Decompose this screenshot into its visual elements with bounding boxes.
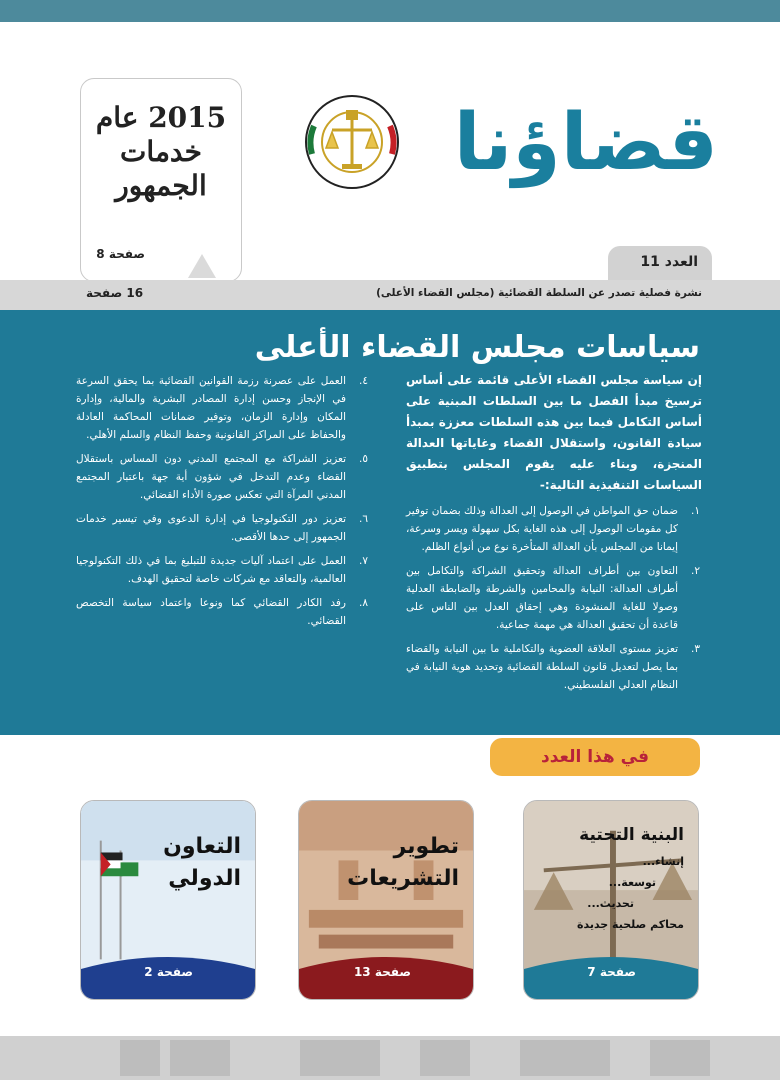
in-this-issue-heading: في هذا العدد <box>490 738 700 776</box>
policy-item: ٨. رفد الكادر القضائي كما ونوعا واعتماد سياسة التخصص القضائي. <box>76 597 368 627</box>
lead-article <box>0 310 780 735</box>
bottom-decor-strip <box>0 1036 780 1080</box>
feature-page-ref: صفحة 8 <box>96 247 145 261</box>
article-intro: إن سياسة مجلس القضاء الأعلى قائمة على أساس ترسيخ مبدأ الفصل ما بين السلطات المبنية على أساس التكامل فيما بين هذه السلطات معززة بمبدأ سيادة القانون، واستقلال القضاء وغاياتها العدالة المنجزة، وبناء عليه يقوم المجلس بتطبيق السياسات التنفيذية التالية:- <box>406 373 702 492</box>
tile-infrastructure[interactable] <box>523 800 699 1000</box>
page-count: 16 صفحة <box>86 286 144 300</box>
policy-list-right <box>406 502 702 694</box>
feature-card-public-services[interactable] <box>80 78 242 282</box>
article-column-right <box>406 370 702 700</box>
policy-item: ٣. تعزيز مستوى العلاقة العضوية والتكاملية ما بين النيابة والقضاء بما يصل لتعديل قانون السلطة القضائية وتحديد هوية النيابة في النظام العدلي الفلسطيني. <box>406 643 700 691</box>
tile-page-ref: صفحة 2 <box>144 965 193 979</box>
tile-page-ref: صفحة 7 <box>587 965 636 979</box>
issue-number-tab: العدد 11 <box>608 246 712 282</box>
tile-title: تطوير التشريعات <box>347 834 459 891</box>
feature-line-public: الجمهور <box>115 169 207 202</box>
policy-item: ١. ضمان حق المواطن في الوصول إلى العدالة وذلك بضمان توفير كل مقومات الوصول إلى هذه الغاية بكل سهولة ويسر وسرعة، إيمانا من المجلس بأن العدالة المتأخرة نوع من أنواع الظلم. <box>406 505 700 553</box>
publication-subtitle: نشرة فصلية تصدر عن السلطة القضائية (مجلس القضاء الأعلى) <box>376 287 702 299</box>
feature-line-services: خدمات <box>120 135 202 168</box>
tile-page-ref: صفحة 13 <box>353 965 411 979</box>
tile-international-cooperation[interactable] <box>80 800 256 1000</box>
masthead-title: قضاؤنا <box>453 98 718 188</box>
judiciary-emblem <box>294 92 410 192</box>
emblem-icon <box>294 92 410 192</box>
article-column-left <box>76 372 370 636</box>
policy-item: ٥. تعزيز الشراكة مع المجتمع المدني دون المساس باستقلال القضاء وعدم التدخل في شؤون أية جهة باعتبار المجتمع المدني المرآة التي تعكس صورة الأداء القضائي. <box>76 453 368 501</box>
feature-card-pointer <box>188 254 216 278</box>
article-headline: سياسات مجلس القضاء الأعلى <box>254 330 700 365</box>
policy-item: ٢. التعاون بين أطراف العدالة وتحقيق الشراكة والتكامل بين أطراف العدالة: النيابة والمحامين والشرطة والضابطة العدلية وصولا للغاية المنشودة وهي إحقاق العدل بين الناس على قاعدة أن تحقيق العدالة هي مهمة جماعية. <box>406 565 700 631</box>
top-color-bar <box>0 0 780 22</box>
tile-title: التعاون الدولي <box>163 834 241 891</box>
feature-year: 2015 عام <box>95 101 227 134</box>
tile-legislation[interactable] <box>298 800 474 1000</box>
policy-list-left <box>76 372 370 630</box>
policy-item: ٧. العمل على اعتماد آليات جديدة للتبليغ بما في ذلك التكنولوجيا العالمية، والتعاقد مع شركات خاصة لتحقيق الهدف. <box>76 555 368 585</box>
policy-item: ٦. تعزيز دور التكنولوجيا في إدارة الدعوى وفي تيسير خدمات الجمهور إلى حدها الأقصى. <box>76 513 368 543</box>
policy-item: ٤. العمل على عصرنة رزمة القوانين القضائية بما يحقق السرعة في الإنجاز وحسن إدارة المصادر البشرية والمالية، وإدارة المكان وإدارة الزمان، وتوفير ضمانات المحاكمة العادلة والحفاظ على المراكز القانونية وحفظ النظام والسلم الأهلي. <box>76 375 368 441</box>
tile-bullets: إنشاء... توسعة... تحديث... محاكم صلحية جديدة <box>576 855 684 931</box>
tile-title: البنية التحتية <box>579 825 684 845</box>
